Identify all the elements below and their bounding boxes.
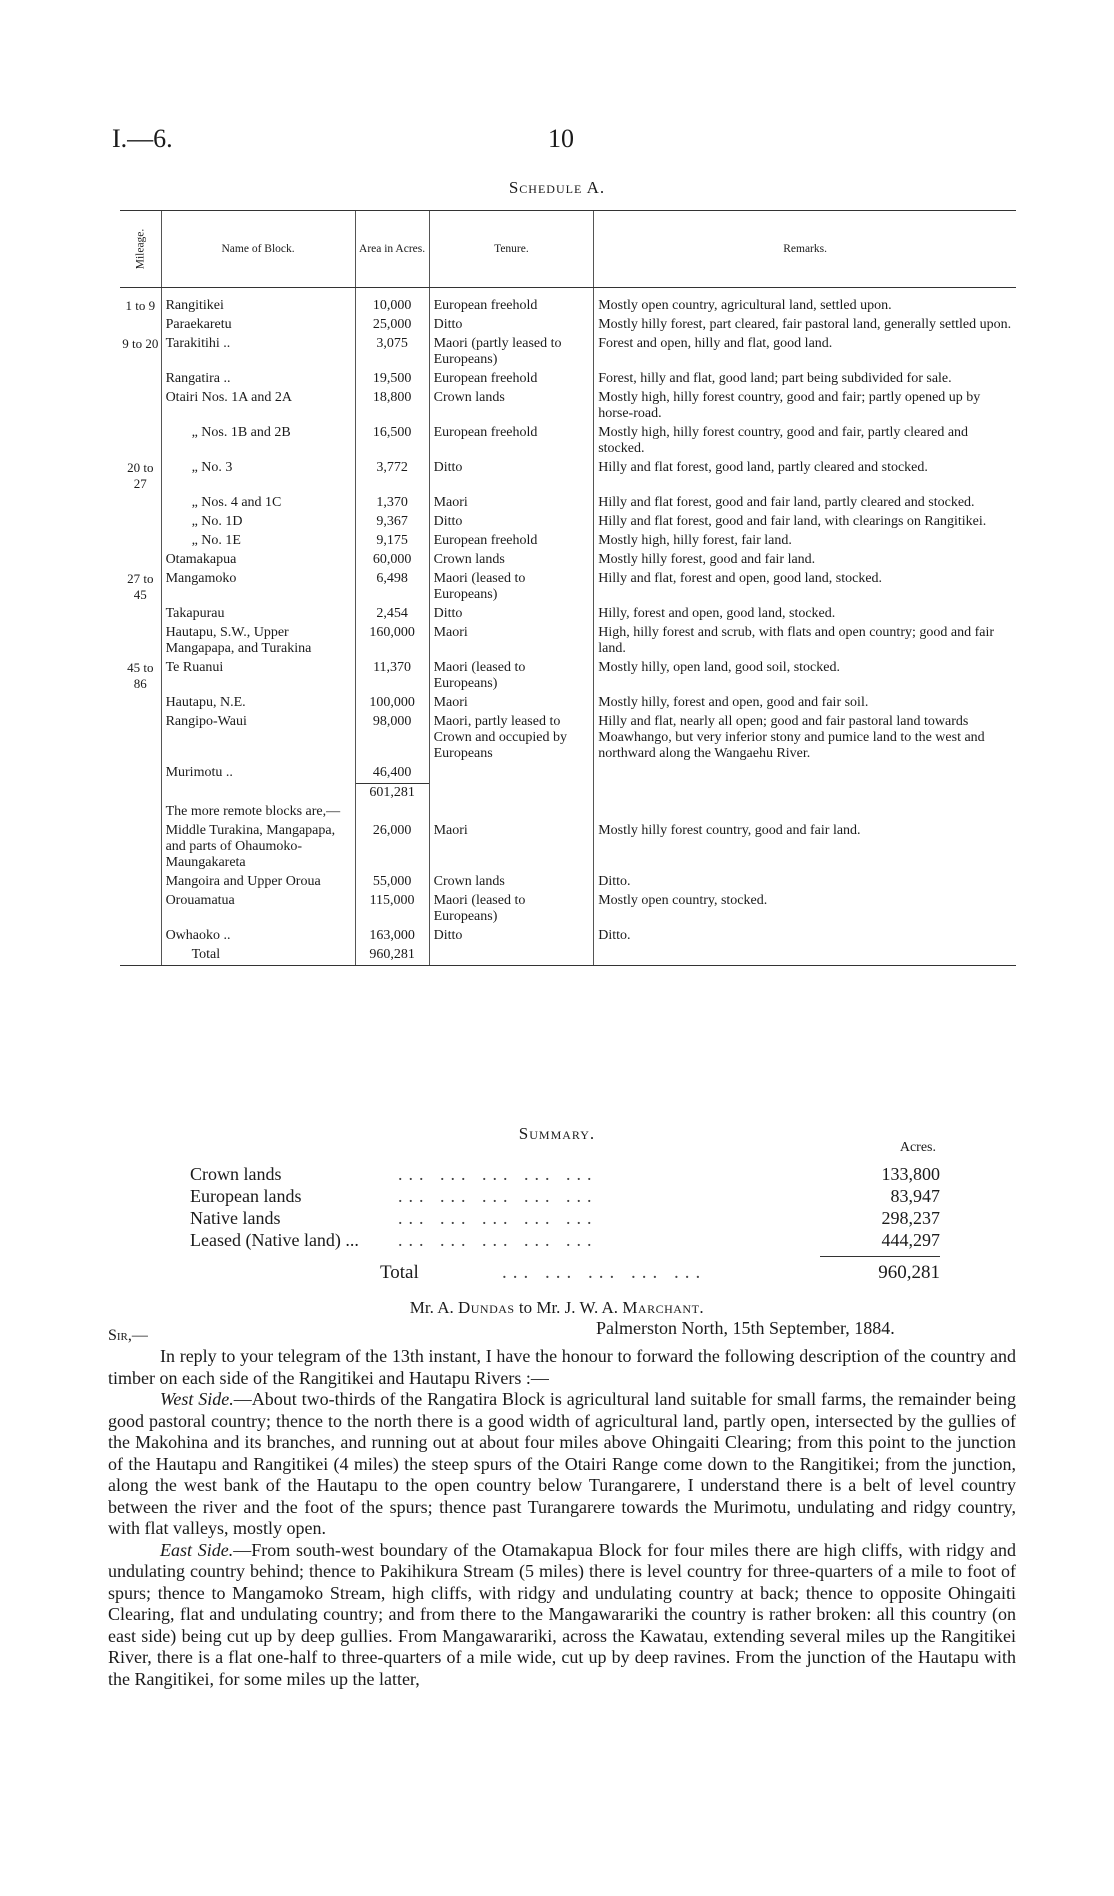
table-row — [120, 570, 1016, 605]
table-cell: 9,367 — [355, 513, 429, 532]
table-cell: Forest, hilly and flat, good land; part being subdivided for sale. — [594, 370, 1016, 389]
tenure-header: Tenure. — [429, 211, 594, 288]
table-cell: Otamakapua — [161, 551, 355, 570]
letter-salutation: Sir,— — [108, 1327, 148, 1344]
table-cell — [120, 494, 161, 513]
summary-total-row: Total ... ... ... ... ... 960,281 — [380, 1262, 940, 1283]
summary-row: Leased (Native land) ... ... ... ... ... ... 444,297 — [190, 1230, 940, 1250]
table-cell: Mostly hilly forest country, good and fair land. — [594, 822, 1016, 873]
table-cell: Hilly and flat forest, good land, partly cleared and stocked. — [594, 459, 1016, 494]
mileage-header: Mileage. — [120, 211, 161, 288]
letter-body — [108, 1346, 1016, 1690]
table-cell: Ditto — [429, 605, 594, 624]
table-cell — [594, 946, 1016, 966]
document-reference: I.—6. — [112, 124, 173, 153]
total-value: 960,281 — [355, 946, 429, 966]
table-row — [120, 694, 1016, 713]
table-cell: „ Nos. 1B and 2B — [161, 424, 355, 459]
table-cell: Maori (partly leased to Europeans) — [429, 335, 594, 370]
table-row — [120, 873, 1016, 892]
table-cell — [120, 803, 161, 822]
table-cell: 6,498 — [355, 570, 429, 605]
table-cell — [120, 370, 161, 389]
table-cell: Crown lands — [429, 873, 594, 892]
table-cell: 16,500 — [355, 424, 429, 459]
table-cell: European freehold — [429, 370, 594, 389]
table-cell: Takapurau — [161, 605, 355, 624]
table-row — [120, 624, 1016, 659]
table-row — [120, 764, 1016, 784]
table-cell: Mostly hilly forest, part cleared, fair pastoral land, generally settled upon. — [594, 316, 1016, 335]
table-row — [120, 335, 1016, 370]
area-header: Area in Acres. — [355, 211, 429, 288]
table-cell: 10,000 — [355, 288, 429, 317]
table-cell — [120, 694, 161, 713]
table-row — [120, 659, 1016, 694]
table-cell: 55,000 — [355, 873, 429, 892]
table-cell: 26,000 — [355, 822, 429, 873]
schedule-title: Schedule A. — [508, 178, 606, 197]
table-cell: 46,400 — [355, 764, 429, 784]
table-cell: 1 to 9 — [125, 298, 156, 313]
table-cell: Rangipo-Waui — [161, 713, 355, 764]
letter-dateline: Palmerston North, 15th September, 1884. — [596, 1318, 895, 1338]
table-cell: „ No. 1D — [161, 513, 355, 532]
table-cell — [120, 513, 161, 532]
table-cell — [120, 532, 161, 551]
table-cell: Otairi Nos. 1A and 2A — [161, 389, 355, 424]
table-cell: „ No. 1E — [161, 532, 355, 551]
table-row — [120, 424, 1016, 459]
table-cell: Rangatira .. — [161, 370, 355, 389]
table-cell — [120, 927, 161, 946]
remarks-header: Remarks. — [594, 211, 1016, 288]
table-row — [120, 892, 1016, 927]
table-cell: Maori, partly leased to Crown and occupied by Europeans — [429, 713, 594, 764]
table-cell: 18,800 — [355, 389, 429, 424]
summary-row: European lands ... ... ... ... ... 83,947 — [190, 1186, 940, 1206]
paragraph: East Side.—From south-west boundary of the Otamakapua Block for four miles there are high cliffs, with ridgy and undulating country behind; thence to Pakihikura Stream (5 miles) there is level country for three-quarters of a mile to foot of spurs; thence to Mangamoko Stream, high cliffs, with ridgy and undulating country at back; thence to opposite Ohingaiti Clearing, flat and undulating country; and from there to the Mangawarariki the country is rather broken: all this country (on east side) being cut up by deep gullies. From Mangawarariki, across the Kawatau, extending several miles up the Rangitikei River, there is a flat one-half to three-quarters of a mile wide, cut up by deep ravines. From the junction of the Hautapu with the Rangitikei, for some miles up the latter, — [108, 1539, 1016, 1689]
remote-blocks-heading: The more remote blocks are,— — [161, 803, 355, 822]
table-cell: Rangitikei — [161, 288, 355, 317]
table-cell: Te Ruanui — [161, 659, 355, 694]
table-cell: High, hilly forest and scrub, with flats and open country; good and fair land. — [594, 624, 1016, 659]
table-row — [120, 605, 1016, 624]
table-cell: European freehold — [429, 424, 594, 459]
table-cell — [120, 946, 161, 966]
table-cell: European freehold — [429, 532, 594, 551]
table-cell — [120, 784, 161, 804]
table-cell — [120, 764, 161, 784]
summary-total-rule — [820, 1256, 940, 1257]
table-cell: Crown lands — [429, 389, 594, 424]
table-cell: Hautapu, S.W., Upper Mangapapa, and Turakina — [161, 624, 355, 659]
table-cell — [120, 551, 161, 570]
table-cell: Mostly hilly, forest and open, good and fair soil. — [594, 694, 1016, 713]
table-cell: Murimotu .. — [161, 764, 355, 784]
table-cell — [120, 389, 161, 424]
table-cell: 2,454 — [355, 605, 429, 624]
table-cell: 9 to 20 — [122, 336, 159, 351]
table-row — [120, 822, 1016, 873]
table-cell — [120, 316, 161, 335]
subtotal-value: 601,281 — [355, 784, 429, 804]
table-cell: European freehold — [429, 288, 594, 317]
summary-title: Summary. — [518, 1124, 596, 1143]
paragraph: West Side.—About two-thirds of the Rangatira Block is agricultural land suitable for small farms, the remainder being good pastoral country; thence to the north there is a good width of agricultural land, partly open, intersected by the gullies of the Makohina and its branches, and running out at about four miles above Ohingaiti Clearing; from this point to the junction of the Hautapu and Rangitikei (4 miles) the steep spurs of the Otairi Range come down to the Rangitikei; from the junction, along the west bank of the Hautapu to the open country below Turangarere, I understand there is a belt of level country between the river and the foot of the spurs; thence past Turangarere towards the Murimotu, undulating and ridgy country, with flat valleys, mostly open. — [108, 1389, 1017, 1538]
table-cell: Hilly and flat forest, good and fair land, partly cleared and stocked. — [594, 494, 1016, 513]
summary-row: Native lands ... ... ... ... ... 298,237 — [190, 1208, 940, 1228]
table-cell: Mostly open country, stocked. — [594, 892, 1016, 927]
table-row — [120, 513, 1016, 532]
table-cell: 3,075 — [355, 335, 429, 370]
table-row — [120, 532, 1016, 551]
table-cell: 100,000 — [355, 694, 429, 713]
table-cell: Mostly hilly, open land, good soil, stocked. — [594, 659, 1016, 694]
total-label: Total — [161, 946, 355, 966]
table-cell — [120, 605, 161, 624]
table-cell: Mostly hilly forest, good and fair land. — [594, 551, 1016, 570]
table-cell: Mangamoko — [161, 570, 355, 605]
table-cell: Ditto — [429, 927, 594, 946]
table-cell: Mostly open country, agricultural land, settled upon. — [594, 288, 1016, 317]
table-cell: 27 to 45 — [127, 571, 154, 602]
table-cell — [120, 873, 161, 892]
table-cell: Maori (leased to Europeans) — [429, 892, 594, 927]
table-cell: 163,000 — [355, 927, 429, 946]
letter-heading: Mr. A. Dundas to Mr. J. W. A. Marchant. — [409, 1298, 705, 1317]
table-cell: 19,500 — [355, 370, 429, 389]
table-cell: Maori (leased to Europeans) — [429, 570, 594, 605]
table-cell — [429, 764, 594, 784]
table-cell: Orouamatua — [161, 892, 355, 927]
table-cell: Hilly and flat forest, good and fair land, with clearings on Rangitikei. — [594, 513, 1016, 532]
schedule-table — [120, 210, 1016, 966]
table-cell: Paraekaretu — [161, 316, 355, 335]
table-cell: Maori — [429, 494, 594, 513]
table-cell: Mangoira and Upper Oroua — [161, 873, 355, 892]
table-cell: Maori — [429, 624, 594, 659]
table-cell: Mostly high, hilly forest country, good and fair; partly opened up by horse-road. — [594, 389, 1016, 424]
name-header: Name of Block. — [161, 211, 355, 288]
table-cell: 3,772 — [355, 459, 429, 494]
table-cell: 25,000 — [355, 316, 429, 335]
table-cell: Maori — [429, 694, 594, 713]
table-cell — [429, 803, 594, 822]
table-cell: „ Nos. 4 and 1C — [161, 494, 355, 513]
table-cell — [161, 784, 355, 804]
table-cell: Owhaoko .. — [161, 927, 355, 946]
table-cell: 160,000 — [355, 624, 429, 659]
table-cell: Hilly, forest and open, good land, stocked. — [594, 605, 1016, 624]
total-row — [120, 946, 1016, 966]
table-cell — [120, 822, 161, 873]
table-cell: Tarakitihi .. — [161, 335, 355, 370]
table-row — [120, 494, 1016, 513]
table-cell — [120, 624, 161, 659]
table-cell: Maori (leased to Europeans) — [429, 659, 594, 694]
table-cell: „ No. 3 — [161, 459, 355, 494]
table-cell: Maori — [429, 822, 594, 873]
table-cell: Ditto — [429, 513, 594, 532]
table-cell: Ditto — [429, 459, 594, 494]
remote-blocks-heading-row — [120, 803, 1016, 822]
table-row — [120, 713, 1016, 764]
summary-unit: Acres. — [899, 1140, 936, 1155]
paragraph: In reply to your telegram of the 13th instant, I have the honour to forward the following description of the country and timber on each side of the Rangitikei and Hautapu Rivers :— — [108, 1346, 1016, 1388]
table-cell — [120, 713, 161, 764]
table-row — [120, 551, 1016, 570]
table-cell — [594, 803, 1016, 822]
table-cell: Forest and open, hilly and flat, good land. — [594, 335, 1016, 370]
table-cell: 1,370 — [355, 494, 429, 513]
table-cell: Crown lands — [429, 551, 594, 570]
table-cell: 20 to 27 — [127, 460, 154, 491]
summary-row: Crown lands ... ... ... ... ... 133,800 — [190, 1164, 940, 1184]
table-row — [120, 370, 1016, 389]
table-cell: Ditto. — [594, 873, 1016, 892]
table-cell — [120, 424, 161, 459]
table-cell: Ditto. — [594, 927, 1016, 946]
table-cell: Mostly high, hilly forest country, good and fair, partly cleared and stocked. — [594, 424, 1016, 459]
table-cell: Middle Turakina, Mangapapa, and parts of Ohaumoko-Maungakareta — [161, 822, 355, 873]
table-cell — [120, 892, 161, 927]
table-cell — [594, 764, 1016, 784]
table-cell: Hilly and flat, nearly all open; good and fair pastoral land towards Moawhango, but very inferior stony and pumice land to the west and northward along the Wangaehu River. — [594, 713, 1016, 764]
table-row — [120, 288, 1016, 317]
table-cell: Mostly high, hilly forest, fair land. — [594, 532, 1016, 551]
table-row — [120, 459, 1016, 494]
table-cell: 11,370 — [355, 659, 429, 694]
page-number: 10 — [548, 124, 574, 153]
table-cell: Hilly and flat, forest and open, good land, stocked. — [594, 570, 1016, 605]
table-cell: 60,000 — [355, 551, 429, 570]
table-cell: 98,000 — [355, 713, 429, 764]
table-cell: Hautapu, N.E. — [161, 694, 355, 713]
table-row — [120, 389, 1016, 424]
table-cell — [429, 946, 594, 966]
table-row — [120, 927, 1016, 946]
table-header-row — [120, 211, 1016, 288]
table-cell: 45 to 86 — [127, 660, 154, 691]
subtotal-row — [120, 784, 1016, 804]
table-cell: 9,175 — [355, 532, 429, 551]
table-cell — [594, 784, 1016, 804]
table-cell — [355, 803, 429, 822]
table-cell — [429, 784, 594, 804]
table-cell: 115,000 — [355, 892, 429, 927]
table-cell: Ditto — [429, 316, 594, 335]
table-row — [120, 316, 1016, 335]
